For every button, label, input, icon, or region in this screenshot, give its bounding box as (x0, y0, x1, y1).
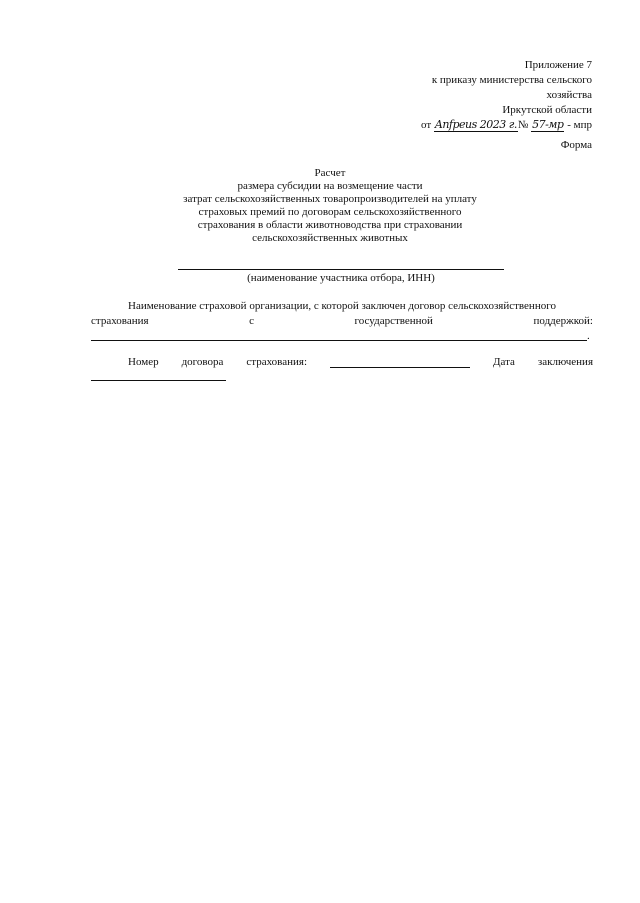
insurer-blank-line[interactable] (91, 339, 587, 341)
insurer-paragraph (91, 299, 593, 329)
from-label: от (420, 119, 432, 131)
insurer-line-1: Наименование страховой организации, с которой заключен договор сельскохозяйственного (128, 300, 556, 312)
title-line: размера субсидии на возмещение части (237, 180, 423, 192)
insurer-line-end: . (587, 330, 590, 342)
title-line: сельскохозяйственных животных (252, 232, 408, 244)
order-suffix: - мпр (567, 119, 592, 131)
contract-number-row (128, 355, 593, 368)
number-label: № (517, 119, 529, 131)
appendix-number: Приложение 7 (524, 59, 592, 71)
contract-number-blank[interactable] (330, 355, 470, 368)
title-line: затрат сельскохозяйственных товаропроизводителей на уплату (183, 193, 477, 205)
appendix-region: Иркутской области (502, 104, 592, 116)
contract-word: договора (181, 356, 224, 368)
appendix-order-date-number (380, 118, 592, 133)
insurer-word: с (249, 315, 254, 327)
title-line: страховых премий по договорам сельскохозяйственного (198, 206, 462, 218)
document-title (150, 167, 510, 245)
participant-blank-line[interactable] (178, 268, 504, 270)
insurer-line-2 (91, 314, 593, 329)
title-line: страхования в области животноводства при страховании (197, 219, 463, 231)
contract-word: страхования: (246, 356, 307, 368)
form-label: Форма (560, 139, 592, 151)
insurer-word: государственной (354, 315, 433, 327)
handwritten-number: 57-мр (532, 118, 564, 131)
contract-word: Номер (128, 356, 159, 368)
participant-caption: (наименование участника отбора, ИНН) (247, 272, 435, 284)
appendix-order-ref: к приказу министерства сельского (431, 74, 592, 86)
conclusion-date-blank[interactable] (91, 379, 226, 381)
title-line: Расчет (314, 167, 346, 179)
appendix-ministry: хозяйства (546, 89, 592, 101)
date-word: заключения (537, 356, 593, 368)
appendix-header (380, 58, 592, 133)
insurer-word: страхования (91, 315, 149, 327)
handwritten-date: Anfpeus 2023 г. (434, 118, 517, 131)
date-word: Дата (492, 356, 515, 368)
insurer-word: поддержкой: (533, 315, 593, 327)
